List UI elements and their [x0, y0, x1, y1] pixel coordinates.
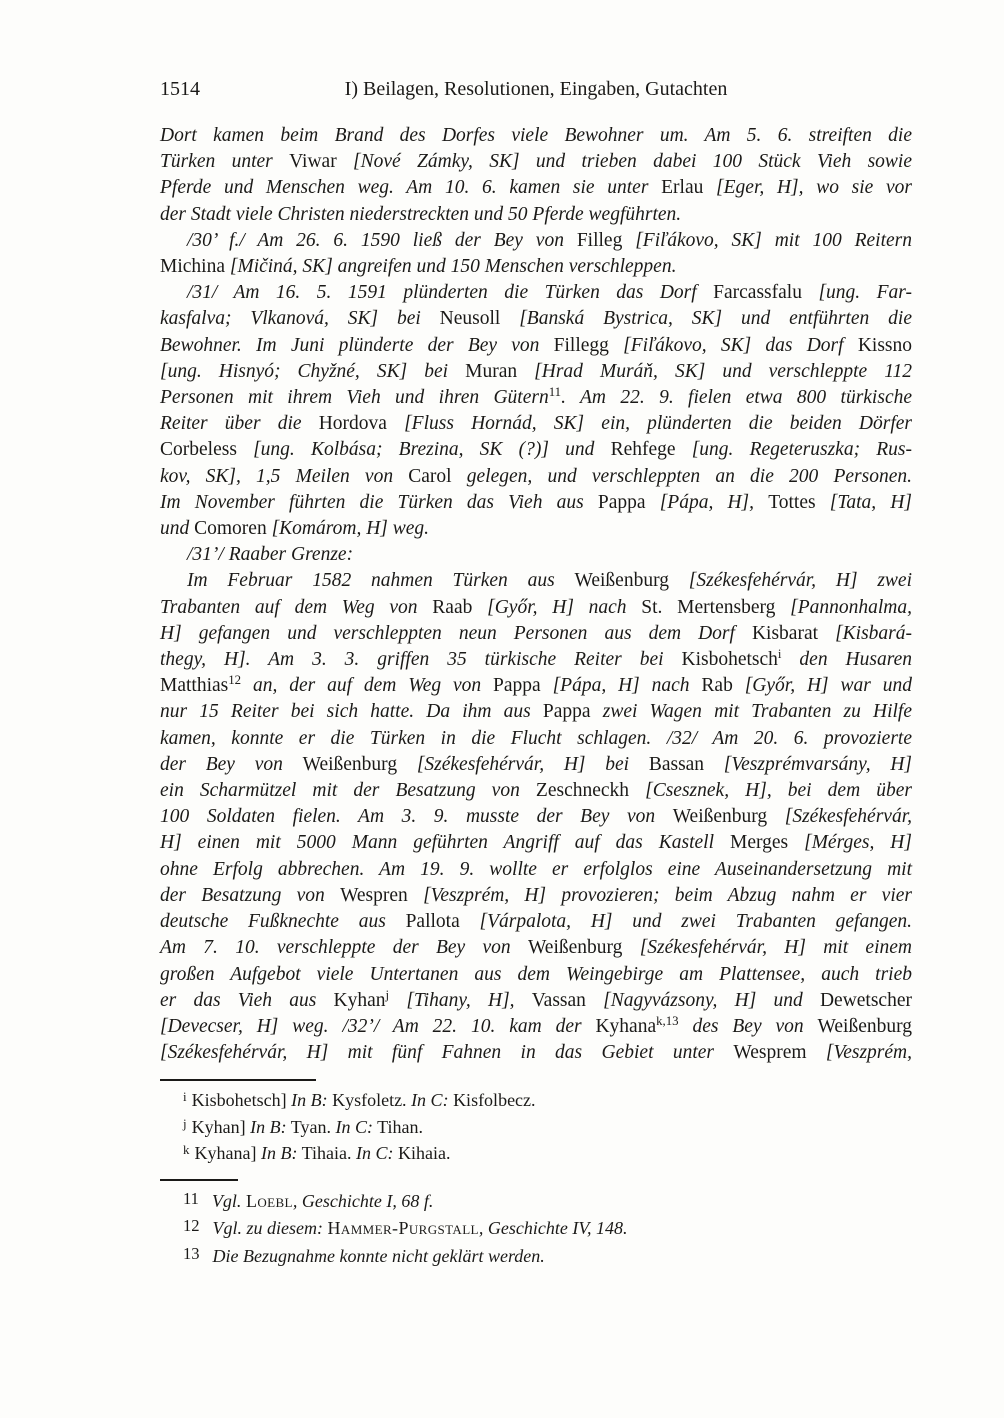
text-run: [Pannonhalma,	[775, 596, 912, 618]
text-run: In C:	[335, 1116, 373, 1137]
place-name: Kisbohetsch	[681, 649, 778, 671]
text-run: Vgl.	[211, 1190, 246, 1211]
footnote-marker: j	[183, 1115, 187, 1131]
text-run: der Bey von	[160, 753, 303, 775]
text-run: Reiter über die	[160, 413, 319, 435]
text-line	[160, 804, 912, 830]
text-run: [Fiľákovo, SK] mit 100 Reitern	[622, 229, 913, 251]
text-run: [Nagyvázsony, H] und	[585, 989, 820, 1011]
footnote-number: 11	[183, 1188, 199, 1208]
place-name: Wesprem	[733, 1042, 807, 1064]
place-name: Kisbohetsch]	[191, 1090, 292, 1111]
text-line	[160, 988, 912, 1014]
text-run: [Győr, H] war und	[732, 675, 912, 697]
text-line	[160, 464, 912, 490]
text-run: [Nové Zámky, SK] und trieben dabei 100 Stück Vieh sowie	[336, 151, 913, 173]
text-line	[160, 149, 912, 175]
text-run: [Székesfehérvár, H] mit fünf Fahnen in das Gebiet unter	[160, 1042, 734, 1064]
text-run: Die Bezugnahme konnte nicht geklärt werden.	[212, 1245, 545, 1266]
text-run: , Geschichte IV, 148.	[478, 1218, 628, 1239]
text-run: [Hrad Muráň, SK] und verschleppte 112	[517, 360, 913, 382]
text-line	[160, 202, 912, 228]
text-run: kov, SK], 1,5 Meilen von	[160, 465, 409, 487]
place-name: Farcassfalu	[713, 282, 802, 304]
text-run: großen Aufgebot viele Untertanen aus dem Weingebirge am Plattensee, auch trieb	[160, 963, 912, 985]
place-name: Weißenburg	[527, 937, 623, 959]
footnote-separator-rule	[160, 1179, 238, 1181]
text-line	[160, 306, 912, 332]
place-name: Dewetscher	[819, 989, 912, 1011]
text-line	[160, 1087, 912, 1114]
text-run: In B:	[260, 1143, 298, 1164]
text-line	[160, 1188, 912, 1216]
author-name: Hammer-Purgstall	[327, 1218, 479, 1239]
text-run: [Tata, H]	[815, 491, 913, 513]
place-name: Matthias	[160, 675, 229, 697]
place-name: St. Mertensberg	[641, 596, 776, 618]
author-name: Loebl	[245, 1190, 293, 1211]
text-run: Im November führten die Türken das Vieh aus	[160, 491, 598, 513]
text-run: /31’/ Raaber Grenze:	[187, 544, 354, 566]
text-run: [Kisbará-	[818, 622, 912, 644]
text-line	[160, 1215, 912, 1243]
text-line	[160, 1014, 912, 1040]
text-run: [Veszprém,	[806, 1042, 913, 1064]
text-run: [Fiľákovo, SK] das Dorf	[608, 334, 858, 356]
text-line	[160, 778, 912, 804]
text-run: [ung. Hisnyó; Chyžné, SK] bei	[160, 360, 466, 382]
text-run: Trabanten auf dem Weg von	[160, 596, 433, 618]
footnote-marker: k	[183, 1142, 190, 1158]
text-line	[160, 962, 912, 988]
text-run: [ung. Regeteruszka; Rus-	[675, 439, 912, 461]
place-name: Weißenburg	[302, 753, 398, 775]
text-line	[160, 830, 912, 856]
text-run: [Eger, H], wo sie vor	[703, 177, 912, 199]
footnote-marker: 11	[548, 385, 562, 400]
text-line	[160, 621, 912, 647]
text-run: nur 15 Reiter bei sich hatte. Da ihm aus	[160, 701, 543, 723]
text-run: H] gefangen und verschleppten neun Personen aus dem Dorf	[160, 622, 752, 644]
footnote-marker: i	[183, 1089, 187, 1105]
text-line	[160, 595, 912, 621]
place-name: Rehfege	[610, 439, 676, 461]
footnote-marker: i	[777, 647, 782, 662]
text-run: In B:	[250, 1116, 287, 1137]
running-head: I) Beilagen, Resolutionen, Eingaben, Gutachten	[344, 78, 728, 100]
page-number: 1514	[160, 78, 200, 100]
place-name: Kissno	[857, 334, 912, 356]
text-line	[160, 123, 912, 149]
text-run: 100 Soldaten fielen. Am 3. 9. musste der Bey von	[160, 806, 673, 828]
text-run: In C:	[411, 1090, 449, 1111]
text-run: der Besatzung von	[160, 884, 341, 906]
text-line	[160, 752, 912, 778]
page-header	[160, 78, 912, 104]
text-run: Personen mit ihrem Vieh und ihren Gütern	[160, 387, 549, 409]
text-run: [Veszprém, H] provozieren; beim Abzug nahm er vier	[407, 884, 912, 906]
text-line	[160, 542, 912, 568]
text-line	[160, 254, 912, 280]
place-name: Weißenburg	[574, 570, 669, 592]
text-run: zwei Wagen mit Trabanten zu Hilfe	[590, 701, 912, 723]
text-run: . Am 22. 9. fielen etwa 800 türkische	[561, 387, 913, 409]
text-line	[160, 935, 912, 961]
text-run: [Várpalota, H] und zwei Trabanten gefangen.	[459, 911, 912, 933]
place-name: Pappa	[597, 491, 646, 513]
text-run: [Fluss Hornád, SK] ein, plünderten die beiden Dörfer	[386, 413, 912, 435]
text-run: [Mičiná, SK] angreifen und 150 Menschen verschleppen.	[224, 256, 677, 278]
text-run: [Csesznek, H], bei dem über	[629, 780, 912, 802]
body-text	[160, 123, 912, 1066]
text-run: H] einen mit 5000 Mann geführten Angriff auf das Kastell	[160, 832, 730, 854]
place-name: Kyhan]	[191, 1116, 251, 1137]
text-run: [Győr, H] nach	[472, 596, 642, 618]
text-run: /30’ f./ Am 26. 6. 1590 ließ der Bey von	[187, 229, 577, 251]
text-run: Pferde und Menschen weg. Am 10. 6. kamen sie unter	[160, 177, 662, 199]
place-name: Merges	[729, 832, 789, 854]
text-run: an, der auf dem Weg von	[241, 675, 494, 697]
book-page	[160, 78, 912, 1270]
text-line	[160, 1243, 912, 1271]
place-name: Corbeless	[160, 439, 237, 461]
place-name: Kisbarat	[751, 622, 819, 644]
text-line	[160, 437, 912, 463]
place-name: Pappa	[493, 675, 541, 697]
text-run: gelegen, und verschleppten an die 200 Personen.	[451, 465, 912, 487]
place-name: Kihaia.	[393, 1143, 451, 1164]
text-line	[160, 228, 912, 254]
place-name: Bassan	[648, 753, 705, 775]
text-run: In B:	[291, 1090, 328, 1111]
footnote-number: 13	[183, 1243, 200, 1263]
text-line	[160, 699, 912, 725]
text-line	[160, 647, 912, 673]
text-run: [Banská Bystrica, SK] und entführten die	[500, 308, 912, 330]
text-run: kamen, konnte er die Türken in die Flucht schlagen. /32/ Am 20. 6. provozierte	[160, 727, 912, 749]
text-run: ohne Erfolg abbrechen. Am 19. 9. wollte er erfolglos eine Auseinandersetzung mit	[160, 858, 912, 880]
text-run: den Husaren	[781, 649, 912, 671]
place-name: Tihaia.	[297, 1143, 356, 1164]
place-name: Tyan.	[286, 1116, 336, 1137]
place-name: Erlau	[661, 177, 704, 199]
place-name: Michina	[160, 256, 225, 278]
text-run: [Székesfehérvár, H] zwei	[668, 570, 913, 592]
text-line	[160, 280, 912, 306]
footnote-marker: j	[385, 987, 390, 1002]
text-run: [Pápa, H],	[645, 491, 769, 513]
text-run: [Veszprémvarsány, H]	[704, 753, 913, 775]
text-line	[160, 516, 912, 542]
footnote-number: 12	[183, 1216, 200, 1236]
text-line	[160, 673, 912, 699]
place-name: Wespren	[340, 884, 408, 906]
place-name: Vassan	[531, 989, 586, 1011]
text-line	[160, 1140, 912, 1167]
text-run: [Pápa, H] nach	[540, 675, 702, 697]
text-line	[160, 568, 912, 594]
text-run: Türken unter	[160, 151, 290, 173]
text-line	[160, 1040, 912, 1066]
place-name: Hordova	[318, 413, 387, 435]
text-run: [Mérges, H]	[788, 832, 912, 854]
text-line	[160, 359, 912, 385]
footnote-marker: 12	[228, 673, 242, 688]
text-run: deutsche Fußknechte aus	[160, 911, 406, 933]
text-run: er das Vieh aus	[160, 989, 334, 1011]
text-run: [Tihany, H],	[389, 989, 532, 1011]
place-name: Kyhana]	[194, 1143, 261, 1164]
text-line	[160, 175, 912, 201]
place-name: Pallota	[405, 911, 460, 933]
text-run: [Székesfehérvár,	[767, 806, 912, 828]
text-run: Dort kamen beim Brand des Dorfes viele Bewohner um. Am 5. 6. streiften die	[160, 125, 912, 146]
place-name: Fillegg	[553, 334, 609, 356]
text-line	[160, 490, 912, 516]
critical-apparatus	[160, 1087, 912, 1167]
text-run: /31/ Am 16. 5. 1591 plünderten die Türken das Dorf	[187, 282, 714, 304]
text-run: [ung. Kolbása; Brezina, SK (?)] und	[236, 439, 611, 461]
place-name: Comoren	[194, 518, 267, 540]
place-name: Neusoll	[439, 308, 501, 330]
text-line	[160, 726, 912, 752]
place-name: Weißenburg	[672, 806, 768, 828]
text-run: [Székesfehérvár, H] mit einem	[622, 937, 912, 959]
place-name: Kisfolbecz.	[448, 1090, 536, 1111]
place-name: Kyhan	[333, 989, 386, 1011]
text-line	[160, 883, 912, 909]
text-run: der Stadt viele Christen niederstreckten und 50 Pferde wegführten.	[160, 203, 682, 225]
text-line	[160, 857, 912, 883]
place-name: Tottes	[768, 491, 816, 513]
place-name: Weißenburg	[817, 1015, 912, 1037]
text-run: Im Februar 1582 nahmen Türken aus	[187, 570, 575, 592]
text-line	[160, 385, 912, 411]
place-name: Filleg	[576, 229, 623, 251]
place-name: Kyhana	[595, 1015, 657, 1037]
place-name: Pappa	[542, 701, 591, 723]
apparatus-separator-rule	[160, 1079, 316, 1081]
text-run: Bewohner. Im Juni plünderte der Bey von	[160, 334, 554, 356]
text-run: , Geschichte I, 68 f.	[292, 1190, 434, 1211]
text-run: In C:	[355, 1143, 394, 1164]
text-run: kasfalva; Vlkanová, SK] bei	[160, 308, 440, 330]
text-run: ein Scharmützel mit der Besatzung von	[160, 780, 536, 802]
text-run: Vgl. zu diesem:	[212, 1218, 328, 1239]
text-line	[160, 411, 912, 437]
footnote-marker: k,13	[656, 1013, 679, 1028]
footnotes	[160, 1188, 912, 1271]
place-name: Tihan.	[372, 1116, 424, 1137]
place-name: Raab	[432, 596, 473, 618]
place-name: Zeschneckh	[535, 780, 630, 802]
text-run: und	[160, 518, 195, 540]
text-run: [Székesfehérvár, H] bei	[397, 753, 649, 775]
text-run: [ung. Far-	[801, 282, 912, 304]
text-line	[160, 909, 912, 935]
text-run: Am 7. 10. verschleppte der Bey von	[160, 937, 528, 959]
text-run: thegy, H]. Am 3. 3. griffen 35 türkische Reiter bei	[160, 649, 682, 671]
place-name: Kysfoletz.	[327, 1090, 412, 1111]
text-line	[160, 1114, 912, 1141]
place-name: Muran	[465, 360, 518, 382]
place-name: Viwar	[289, 151, 337, 173]
text-run: [Devecser, H] weg. /32’/ Am 22. 10. kam der	[160, 1015, 596, 1037]
text-line	[160, 333, 912, 359]
place-name: Carol	[408, 465, 452, 487]
text-run: des Bey von	[678, 1015, 818, 1037]
place-name: Rab	[701, 675, 733, 697]
text-run: [Komárom, H] weg.	[266, 518, 430, 540]
